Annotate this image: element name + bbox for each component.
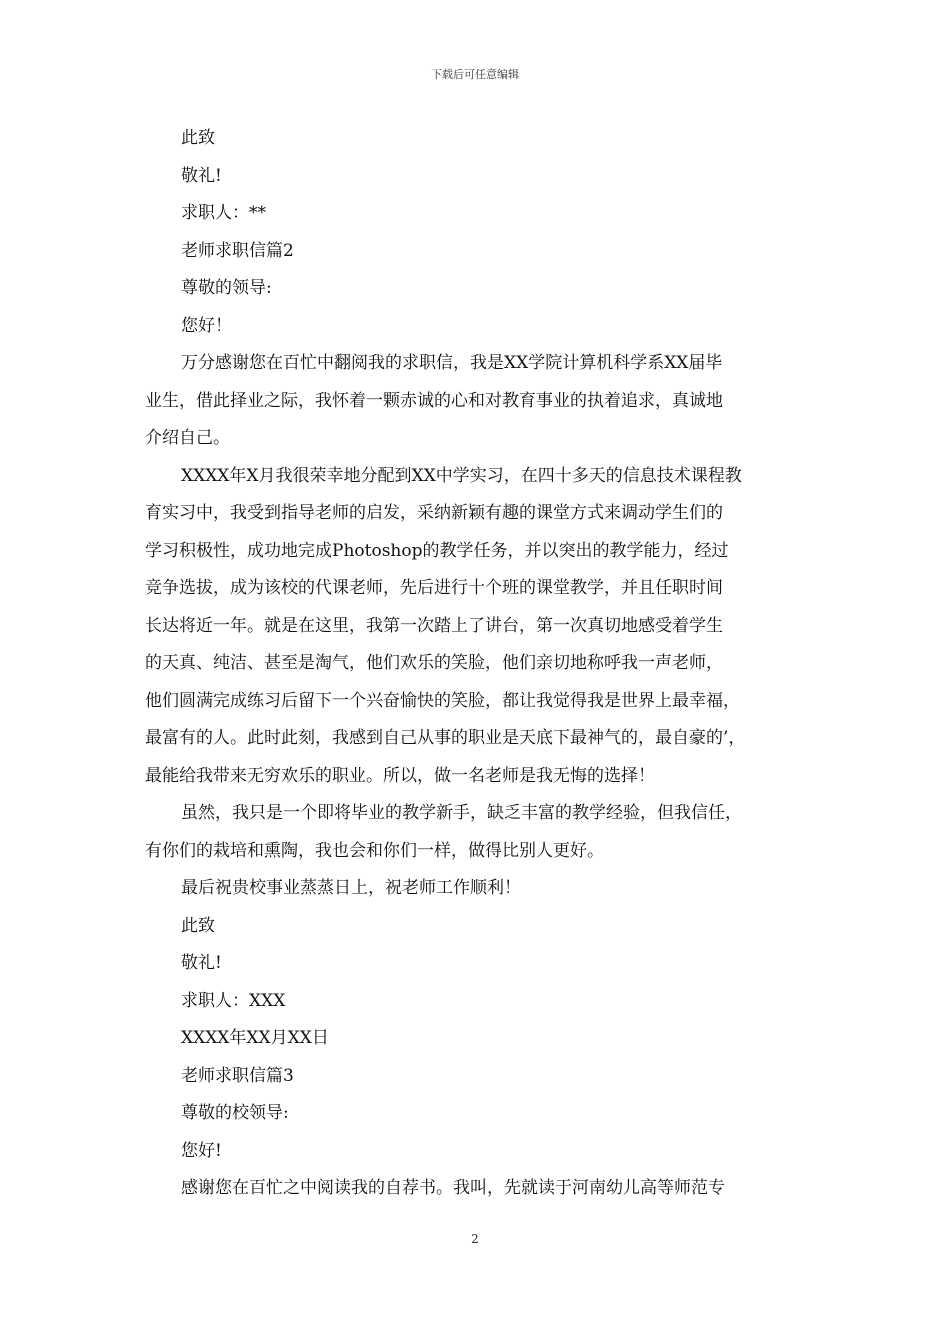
- text-line: 最能给我带来无穷欢乐的职业。所以，做一名老师是我无悔的选择！: [145, 765, 655, 786]
- text-line: XXXX年XX月XX日: [181, 1028, 329, 1048]
- text-line: 他们圆满完成练习后留下一个兴奋愉快的笑脸，都让我觉得我是世界上最幸福，: [145, 690, 740, 711]
- text-line: 感谢您在百忙之中阅读我的自荐书。我叫，先就读于河南幼儿高等师范专: [181, 1178, 725, 1198]
- text-line: 尊敬的领导:: [181, 278, 272, 298]
- text-line: 长达将近一年。就是在这里，我第一次踏上了讲台，第一次真切地感受着学生: [145, 615, 723, 636]
- text-line: 此致: [181, 128, 215, 148]
- text-line: 虽然，我只是一个即将毕业的教学新手，缺乏丰富的教学经验，但我信任，: [181, 803, 742, 823]
- page-number: 2: [471, 1232, 479, 1246]
- text-line: 育实习中，我受到指导老师的启发，采纳新颖有趣的课堂方式来调动学生们的: [145, 503, 723, 523]
- text-line: 求职人：**: [181, 203, 266, 223]
- text-line: 此致: [181, 915, 215, 936]
- text-line: 有你们的栽培和熏陶，我也会和你们一样，做得比别人更好。: [145, 840, 604, 861]
- text-line: 求职人：XXX: [181, 990, 286, 1011]
- text-line: 敬礼!: [181, 165, 222, 186]
- text-line: 介绍自己。: [145, 428, 230, 448]
- text-line: 最后祝贵校事业蒸蒸日上，祝老师工作顺利！: [181, 878, 521, 898]
- document-body: [145, 123, 817, 1211]
- text-line: 您好！: [181, 315, 232, 336]
- text-line: 竞争选拔，成为该校的代课老师，先后进行十个班的课堂教学，并且任职时间: [145, 578, 723, 598]
- text-line: 您好!: [181, 1140, 222, 1161]
- page-header: 下载后可任意编辑: [431, 68, 519, 81]
- text-line: XXXX年X月我很荣幸地分配到XX中学实习，在四十多天的信息技术课程教: [181, 465, 742, 486]
- text-line: 业生，借此择业之际，我怀着一颗赤诚的心和对教育事业的执着追求，真诚地: [145, 390, 723, 411]
- text-line: 敬礼!: [181, 953, 222, 973]
- text-line: 最富有的人。此时此刻，我感到自己从事的职业是天底下最神气的，最自豪的’，: [145, 728, 746, 748]
- text-line: 老师求职信篇3: [181, 1065, 294, 1086]
- text-line: 学习积极性，成功地完成Photoshop的教学任务，并以突出的教学能力，经过: [145, 540, 729, 561]
- text-line: 尊敬的校领导:: [181, 1103, 289, 1123]
- text-line: 万分感谢您在百忙中翻阅我的求职信，我是XX学院计算机科学系XX届毕: [181, 353, 723, 373]
- text-line: 的天真、纯洁、甚至是淘气，他们欢乐的笑脸，他们亲切地称呼我一声老师，: [145, 653, 723, 673]
- text-line: 老师求职信篇2: [181, 240, 294, 261]
